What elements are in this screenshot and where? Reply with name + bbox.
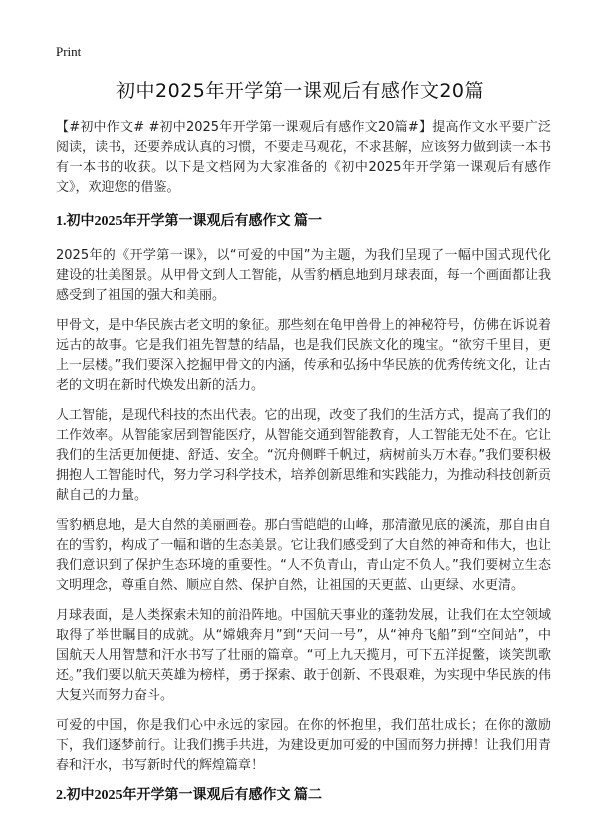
paragraph: 雪豹栖息地，是大自然的美丽画卷。那白雪皑皑的山峰，那清澈见底的溪流，那自由自在的雪豹，构成了一幅和谐的生态美景。它让我们感受到了大自然的神奇和伟大，也让我们意识到了保护生态环境的重要性。“人不负青山，青山定不负人。”我们要树立生态文明理念，尊重自然、顺应自然、保护自然，让祖国的天更蓝、山更绿、水更清。 xyxy=(56,518,551,593)
paragraph: 人工智能，是现代科技的杰出代表。它的出现，改变了我们的生活方式，提高了我们的工作效率。从智能家居到智能医疗，从智能交通到智能教育，人工智能无处不在。它让我们的生活更加便捷、舒适、安全。“沉舟侧畔千帆过，病树前头万木春。”我们要积极拥抱人工智能时代，努力学习科学技术，培养创新思维和实践能力，为推动科技创新贡献自己的力量。 xyxy=(56,408,551,503)
page-title: 初中2025年开学第一课观后有感作文20篇 xyxy=(115,80,485,102)
print-link[interactable]: Print xyxy=(56,44,82,59)
article-body xyxy=(56,118,551,820)
paragraph: 可爱的中国，你是我们心中永远的家园。在你的怀抱里，我们茁壮成长；在你的激励下，我们逐梦前行。让我们携手共进，为建设更加可爱的中国而努力拼搏！让我们用青春和汗水，书写新时代的辉煌篇章！ xyxy=(56,718,551,773)
section-heading: 2.初中2025年开学第一课观后有感作文 篇二 xyxy=(56,788,322,803)
intro-paragraph: 【#初中作文# #初中2025年开学第一课观后有感作文20篇#】提高作文水平要广泛阅读，读书，还要养成认真的习惯，不要走马观花，不求甚解，应该努力做到读一本书有一本书的收获。以下是文档网为大家准备的《初中2025年开学第一课观后有感作文》，欢迎您的借鉴。 xyxy=(56,120,551,195)
paragraph: 月球表面，是人类探索未知的前沿阵地。中国航天事业的蓬勃发展，让我们在太空领域取得了举世瞩目的成就。从“嫦娥奔月”到“天问一号”，从“神舟飞船”到“空间站”，中国航天人用智慧和汗水书写了壮丽的篇章。“可上九天揽月，可下五洋捉鳖，谈笑凯歌还。”我们要以航天英雄为榜样，勇于探索、敢于创新、不畏艰难，为实现中华民族的伟大复兴而努力奋斗。 xyxy=(56,608,551,703)
section-heading: 1.初中2025年开学第一课观后有感作文 篇一 xyxy=(56,214,322,229)
paragraph: 甲骨文，是中华民族古老文明的象征。那些刻在龟甲兽骨上的神秘符号，仿佛在诉说着远古的故事。它是我们祖先智慧的结晶，也是我们民族文化的瑰宝。“欲穷千里目，更上一层楼。”我们要深入挖掘甲骨文的内涵，传承和弘扬中华民族的优秀传统文化，让古老的文明在新时代焕发出新的活力。 xyxy=(56,318,551,393)
paragraph: 2025年的《开学第一课》，以“可爱的中国”为主题，为我们呈现了一幅中国式现代化建设的壮美图景。从甲骨文到人工智能，从雪豹栖息地到月球表面，每一个画面都让我感受到了祖国的强大和美丽。 xyxy=(56,248,551,303)
